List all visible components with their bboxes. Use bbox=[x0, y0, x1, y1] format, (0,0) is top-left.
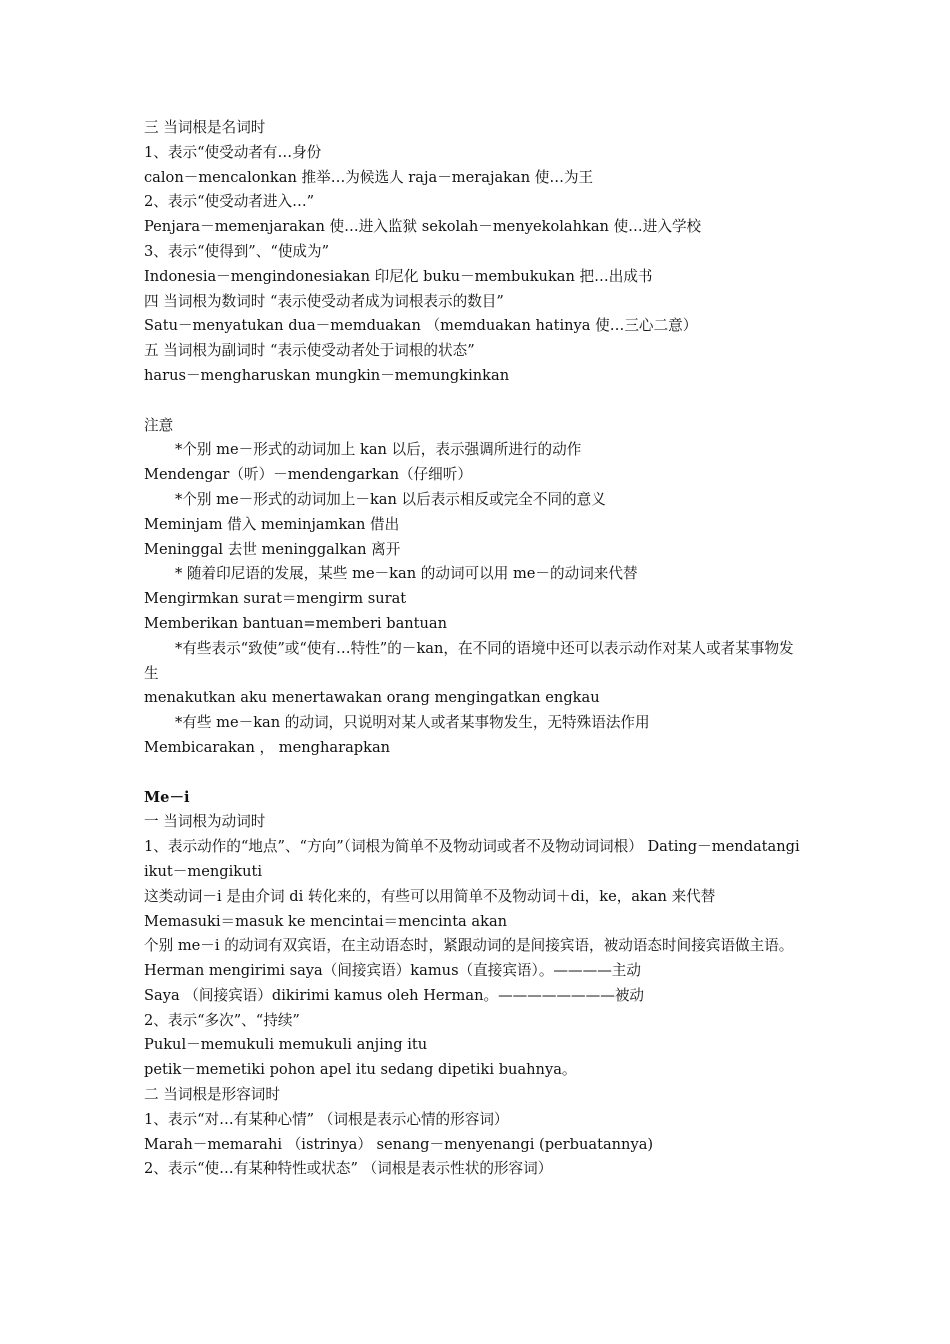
note-line: * 随着印尼语的发展，某些 me－kan 的动词可以用 me－的动词来代替 bbox=[175, 565, 638, 583]
note-line: *个别 me－形式的动词加上－kan 以后表示相反或完全不同的意义 bbox=[175, 490, 606, 508]
me-i-section bbox=[144, 786, 808, 1183]
example-line: Membicarakan ， mengharapkan bbox=[144, 738, 391, 756]
example-line: menakutkan aku menertawakan orang mengingatkan engkau bbox=[144, 689, 600, 707]
text-line: 2、表示“使受动者进入…” bbox=[144, 193, 315, 211]
heading-adverb-root: 五 当词根为副词时 “表示使受动者处于词根的状态” bbox=[144, 342, 475, 360]
example-line: Mendengar（听）－mendengarkan（仔细听） bbox=[144, 466, 472, 484]
example-line: Satu－menyatukan dua－memduakan （memduakan hatinya 使…三心二意） bbox=[144, 317, 698, 335]
text-line: 2、表示“多次”、“持续” bbox=[144, 1011, 300, 1029]
example-line: harus－mengharuskan mungkin－memungkinkan bbox=[144, 366, 510, 384]
heading-noun-root: 三 当词根是名词时 bbox=[144, 119, 266, 136]
note-line: *有些 me－kan 的动词，只说明对某人或者某事物发生，无特殊语法作用 bbox=[175, 714, 650, 732]
text-line: 1、表示“对…有某种心情” （词根是表示心情的形容词） bbox=[144, 1110, 509, 1128]
document-page bbox=[144, 116, 808, 1182]
spacer bbox=[144, 389, 808, 414]
example-line: Memberikan bantuan=memberi bantuan bbox=[144, 614, 448, 632]
heading-adjective-root: 二 当词根是形容词时 bbox=[144, 1086, 280, 1104]
text-line: 这类动词－i 是由介词 di 转化来的，有些可以用简单不及物动词＋di，ke，akan 来代替 bbox=[144, 887, 716, 905]
section-title: Me－i bbox=[144, 788, 190, 806]
example-line: Indonesia－mengindonesiakan 印尼化 buku－membukukan 把…出成书 bbox=[144, 267, 653, 285]
me-kan-section bbox=[144, 116, 808, 389]
heading-verb-root: 一 当词根为动词时 bbox=[144, 813, 266, 831]
spacer bbox=[144, 761, 808, 786]
example-line: petik－memetiki pohon apel itu sedang dipetiki buahnya。 bbox=[144, 1061, 577, 1079]
text-line: 2、表示“使…有某种特性或状态” （词根是表示性状的形容词） bbox=[144, 1160, 553, 1178]
note-line: *有些表示“致使”或“使有…特性”的－kan，在不同的语境中还可以表示动作对某人或者某事物发生 bbox=[144, 639, 794, 682]
heading-numeral-root: 四 当词根为数词时 “表示使受动者成为词根表示的数目” bbox=[144, 292, 504, 310]
example-line: calon－mencalonkan 推举…为候选人 raja－merajakan 使…为王 bbox=[144, 168, 594, 186]
example-line: Marah－memarahi （istrinya） senang－menyenangi (perbuatannya) bbox=[144, 1135, 654, 1153]
notes-section bbox=[144, 414, 808, 761]
text-line: 1、表示“使受动者有…身份 bbox=[144, 143, 322, 161]
notes-heading: 注意 bbox=[144, 416, 174, 434]
text-line: 3、表示“使得到”、“使成为” bbox=[144, 242, 330, 260]
note-line: *个别 me－形式的动词加上 kan 以后，表示强调所进行的动作 bbox=[175, 441, 582, 459]
example-line: Herman mengirimi saya（间接宾语）kamus（直接宾语）。————主动 bbox=[144, 962, 641, 980]
example-line: Saya （间接宾语）dikirimi kamus oleh Herman。————————被动 bbox=[144, 986, 645, 1004]
example-line: Meninggal 去世 meninggalkan 离开 bbox=[144, 540, 401, 558]
example-line: Penjara－memenjarakan 使…进入监狱 sekolah－menyekolahkan 使…进入学校 bbox=[144, 218, 702, 236]
text-line: 1、表示动作的“地点”、“方向”（词根为简单不及物动词或者不及物动词词根） Dating－mendatangi ikut－mengikuti bbox=[144, 838, 800, 880]
example-line: Pukul－memukuli memukuli anjing itu bbox=[144, 1036, 428, 1054]
text-line: 个别 me－i 的动词有双宾语，在主动语态时，紧跟动词的是间接宾语，被动语态时间接宾语做主语。 bbox=[144, 937, 794, 955]
example-line: Memasuki＝masuk ke mencintai＝mencinta akan bbox=[144, 912, 508, 930]
example-line: Mengirmkan surat＝mengirm surat bbox=[144, 590, 407, 608]
example-line: Meminjam 借入 meminjamkan 借出 bbox=[144, 515, 400, 533]
